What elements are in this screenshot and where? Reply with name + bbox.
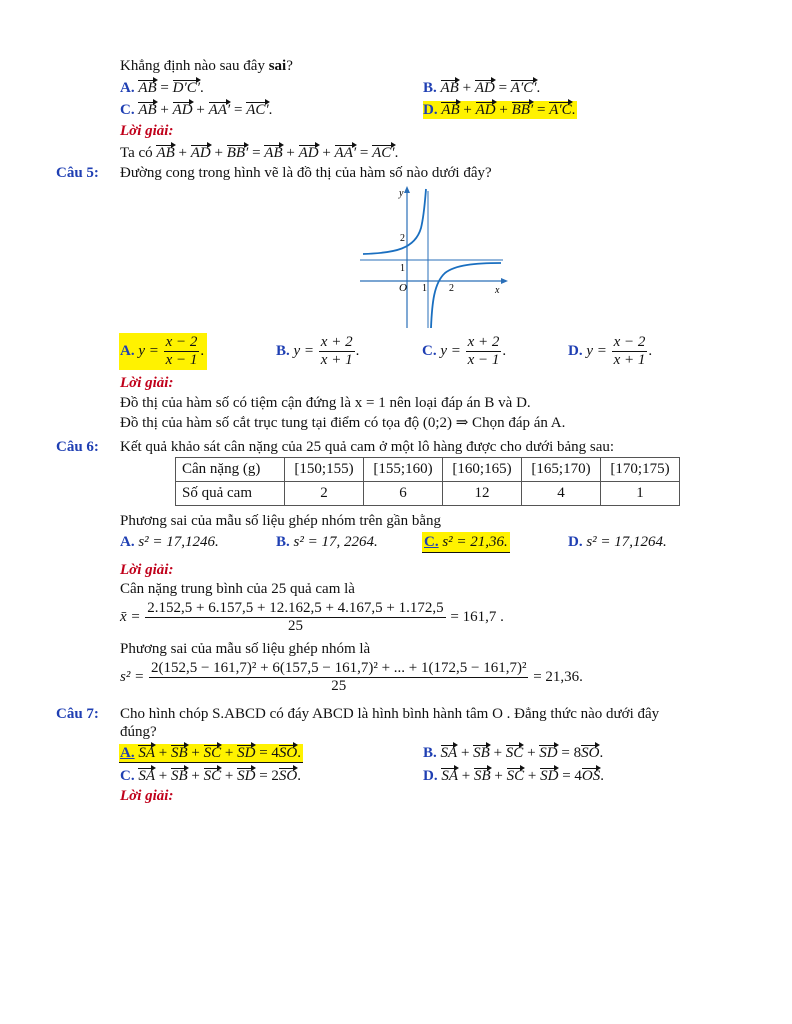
result: = 161,7 .	[446, 608, 504, 625]
x-label: x	[495, 285, 500, 296]
period: .	[600, 768, 605, 784]
variance-symbol: s² =	[120, 668, 148, 685]
vector: AA′	[208, 102, 231, 118]
q6-prompt: Kết quả khảo sát cân nặng của 25 quả cam ở một lô hàng được cho dưới bảng sau:	[120, 439, 615, 455]
denominator: x − 1	[165, 352, 198, 368]
tick-y-1: 1	[400, 263, 405, 274]
q4-prompt-text: Khẳng định nào sau đây	[120, 58, 269, 74]
q7-option-a-highlighted[interactable]: A. SA + SB + SC + SD = 4SO.	[120, 745, 302, 761]
curve-right-branch	[431, 263, 501, 328]
q7-solution-heading: Lời giải:	[120, 788, 174, 804]
vector: SB	[170, 745, 188, 761]
y-label: y	[399, 188, 404, 199]
coefficient: 4	[574, 768, 582, 784]
option-letter: C.	[120, 102, 135, 118]
q4-solution: Ta có AB + AD + BB′ = AB + AD + AA′ = AC′.	[120, 145, 399, 161]
q6-solution-heading: Lời giải:	[120, 562, 174, 578]
denominator: x − 1	[467, 352, 500, 368]
option-letter: B.	[423, 80, 437, 96]
option-letter: A.	[120, 534, 135, 550]
period: .	[648, 342, 653, 359]
q5-label: Câu 5:	[56, 165, 99, 181]
q6-data-table	[175, 457, 680, 506]
vector: AC′	[372, 145, 395, 161]
q6-option-b[interactable]	[276, 533, 378, 551]
numerator: x − 2	[613, 334, 646, 350]
option-letter: D.	[568, 342, 583, 359]
vector: AD	[172, 102, 193, 118]
numerator: 2.152,5 + 6.157,5 + 12.162,5 + 4.167,5 + 1.172,5	[147, 600, 444, 616]
q5-option-d[interactable]	[568, 333, 652, 370]
option-letter: A.	[120, 342, 135, 359]
vector: AB	[440, 80, 459, 96]
table-cell: [170;175)	[601, 458, 680, 482]
table-cell: Số quả cam	[176, 482, 285, 506]
option-letter: C.	[120, 768, 135, 784]
q4-prompt	[120, 57, 293, 75]
vector: AC′	[246, 102, 269, 118]
option-letter: B.	[423, 745, 437, 761]
q6-question: Phương sai của mẫu số liệu ghép nhóm trên gần bằng	[120, 513, 441, 529]
option-letter: D.	[568, 534, 583, 550]
tick-x-2: 2	[449, 283, 454, 294]
coefficient: 4	[271, 745, 279, 761]
origin-label: O	[399, 282, 407, 294]
fraction	[319, 334, 355, 369]
lhs: y =	[586, 342, 611, 359]
table-cell: 12	[443, 482, 522, 506]
period: .	[502, 342, 507, 359]
option-text: s² = 17, 2264.	[293, 534, 378, 550]
vector: AD	[474, 80, 495, 96]
table-cell: 2	[285, 482, 364, 506]
numerator: x − 2	[165, 334, 198, 350]
option-letter: C.	[422, 342, 437, 359]
q5-solution-line1: Đồ thị của hàm số có tiệm cận đứng là x = 1 nên loại đáp án B và D.	[120, 395, 531, 411]
q6-variance-formula	[120, 660, 583, 695]
q6-option-c-highlighted[interactable]	[422, 532, 510, 553]
vector: BB′	[511, 102, 534, 118]
vector: SD	[237, 745, 256, 761]
q6-option-d[interactable]	[568, 533, 667, 551]
vector: SC	[506, 768, 525, 784]
table-cell: [155;160)	[364, 458, 443, 482]
vector: D′C′	[172, 80, 201, 96]
plus-sign: +	[458, 80, 475, 96]
lhs: y =	[138, 342, 163, 359]
coefficient: 8	[573, 745, 582, 761]
option-letter: B.	[276, 342, 290, 359]
q7-prompt-line2: đúng?	[120, 724, 157, 740]
period: .	[268, 102, 273, 118]
numerator: 2(152,5 − 161,7)² + 6(157,5 − 161,7)² + ... + 1(172,5 − 161,7)²	[150, 660, 527, 676]
vector: SO	[278, 745, 298, 761]
q6-label: Câu 6:	[56, 439, 99, 455]
fraction	[612, 334, 648, 369]
vector: SA	[441, 768, 459, 784]
vector: AB	[264, 145, 283, 161]
q4-option-c[interactable]: C. AB + AD + AA′ = AC′.	[120, 102, 273, 118]
option-letter: B.	[276, 534, 290, 550]
table-cell: 1	[601, 482, 680, 506]
q7-option-d[interactable]: D. SA + SB + SC + SD = 4OS.	[423, 768, 605, 784]
table-cell: [160;165)	[443, 458, 522, 482]
option-letter: D.	[423, 102, 438, 118]
table-cell: 4	[522, 482, 601, 506]
vector: AD	[190, 145, 211, 161]
q4-option-b[interactable]	[423, 79, 540, 97]
y-axis-arrow	[404, 186, 410, 193]
q5-solution-line2: Đồ thị của hàm số cắt trục tung tại điểm có tọa độ (0;2) ⇒ Chọn đáp án A.	[120, 415, 566, 431]
table-cell: Cân nặng (g)	[176, 458, 285, 482]
denominator: x + 1	[613, 352, 646, 368]
q7-prompt-line1: Cho hình chóp S.ABCD có đáy ABCD là hình bình hành tâm O . Đẳng thức nào dưới đây	[120, 706, 660, 722]
q6-option-a[interactable]	[120, 533, 219, 551]
vector: SA	[138, 768, 156, 784]
equals-sign: =	[494, 80, 511, 96]
numerator: x + 2	[467, 334, 500, 350]
vector: AB	[138, 80, 157, 96]
lhs: y =	[440, 342, 465, 359]
solution-text: Ta có	[120, 145, 157, 161]
period: .	[355, 342, 360, 359]
q7-label: Câu 7:	[56, 706, 99, 722]
q5-option-c[interactable]	[422, 333, 506, 370]
vector: SD	[540, 768, 559, 784]
q4-prompt-end: ?	[286, 58, 293, 74]
table-cell: 6	[364, 482, 443, 506]
period: .	[200, 80, 204, 96]
table-header-row	[176, 458, 680, 482]
option-text: s² = 21,36.	[442, 534, 508, 550]
vector: SA	[138, 745, 156, 761]
table-row	[176, 482, 680, 506]
q7-option-c[interactable]: C. SA + SB + SC + SD = 2SO.	[120, 768, 302, 784]
vector: AB	[156, 145, 175, 161]
vector: A′C	[549, 102, 572, 118]
q4-option-d-highlighted[interactable]: D. AB + AD + BB′ = A′C.	[423, 102, 576, 118]
option-letter: A.	[120, 745, 135, 761]
denominator: 25	[331, 678, 347, 694]
q6-mean-intro: Cân nặng trung bình của 25 quả cam là	[120, 581, 355, 597]
curve-left-branch	[363, 189, 426, 254]
vector: BB′	[226, 145, 249, 161]
q4-prompt-bold: sai	[268, 58, 287, 74]
vector: AD	[475, 102, 496, 118]
fraction	[164, 334, 200, 369]
table-cell: [165;170)	[522, 458, 601, 482]
vector: AB	[441, 102, 460, 118]
vector: SD	[539, 745, 558, 761]
mean-symbol: x̄ =	[120, 608, 145, 625]
equals-sign: =	[156, 80, 173, 96]
denominator: x + 1	[320, 352, 353, 368]
q5-option-b[interactable]	[276, 333, 359, 370]
q6-mean-formula	[120, 600, 504, 635]
q6-variance-intro: Phương sai của mẫu số liệu ghép nhóm là	[120, 641, 371, 657]
option-letter: C.	[424, 534, 439, 550]
fraction	[145, 600, 445, 635]
tick-y-2: 2	[400, 233, 405, 244]
q5-option-a-highlighted[interactable]	[119, 333, 207, 370]
option-text: s² = 17,1246.	[138, 534, 219, 550]
vector: SA	[440, 745, 458, 761]
fraction	[149, 660, 528, 695]
vector: SC	[203, 745, 222, 761]
q5-prompt: Đường cong trong hình vẽ là đồ thị của hàm số nào dưới đây?	[120, 165, 492, 181]
option-letter: D.	[423, 768, 438, 784]
vector: SO	[278, 768, 298, 784]
q4-option-a[interactable]	[120, 79, 204, 97]
denominator: 25	[287, 618, 303, 634]
vector: SB	[170, 768, 188, 784]
option-text: s² = 17,1264.	[586, 534, 667, 550]
fraction	[466, 334, 502, 369]
period: .	[297, 768, 302, 784]
vector: SB	[473, 768, 491, 784]
q5-solution-heading: Lời giải:	[120, 375, 174, 391]
period: .	[536, 80, 541, 96]
q4-solution-heading: Lời giải:	[120, 123, 174, 139]
x-axis-arrow	[501, 278, 508, 284]
vector: SC	[505, 745, 524, 761]
vector: SO	[581, 745, 600, 761]
period: .	[571, 102, 576, 118]
vector: AB	[138, 102, 157, 118]
result: = 21,36.	[529, 668, 583, 685]
period: .	[297, 745, 302, 761]
table-cell: [150;155)	[285, 458, 364, 482]
q7-option-b[interactable]: B. SA + SB + SC + SD = 8SO.	[423, 745, 604, 761]
vector: SD	[237, 768, 256, 784]
vector: OS	[581, 768, 601, 784]
numerator: x + 2	[320, 334, 353, 350]
vector: A′C′	[510, 80, 537, 96]
lhs: y =	[293, 342, 318, 359]
option-letter: A.	[120, 80, 135, 96]
vector: AD	[298, 145, 319, 161]
vector: AA′	[334, 145, 357, 161]
period: .	[200, 342, 205, 359]
tick-x-1: 1	[422, 283, 427, 294]
vector: SC	[203, 768, 222, 784]
period: .	[599, 745, 604, 761]
q5-graph	[355, 183, 510, 333]
vector: SB	[473, 745, 490, 761]
coefficient: 2	[271, 768, 279, 784]
